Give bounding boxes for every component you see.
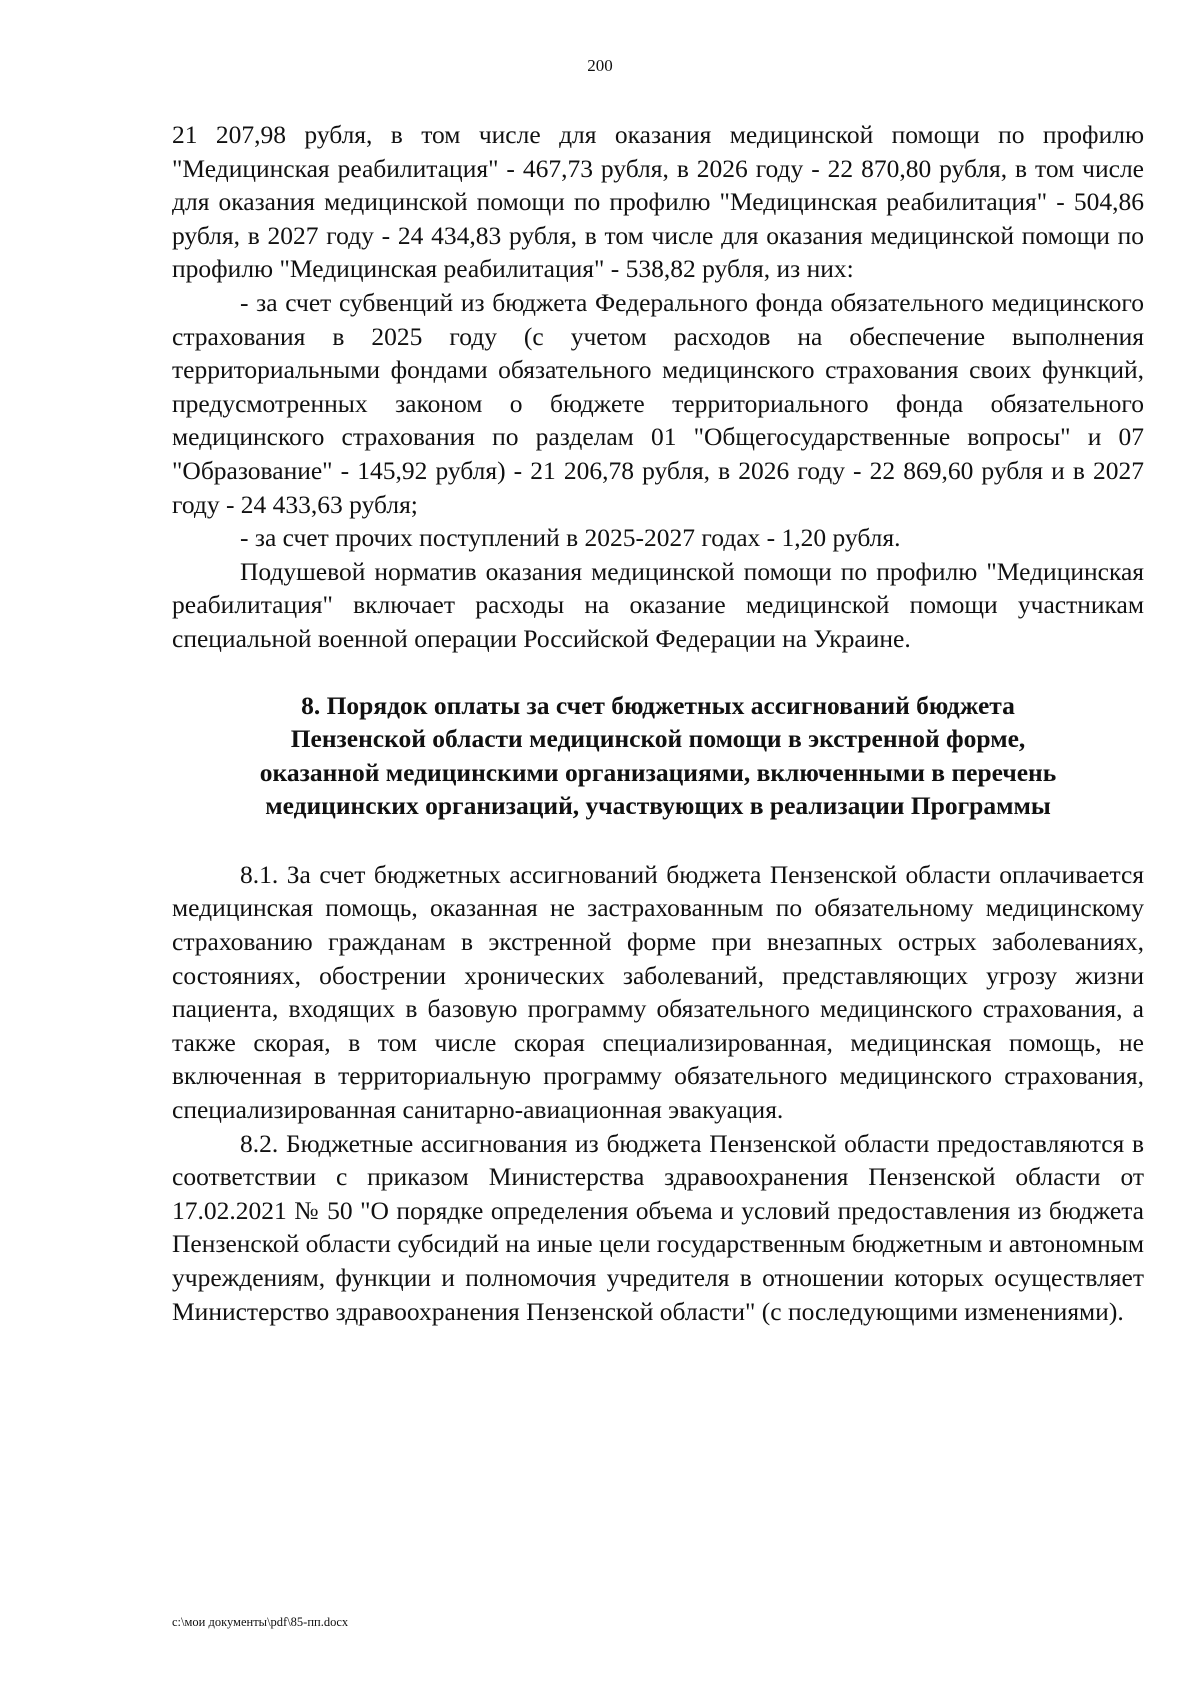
section-8-heading	[172, 689, 1144, 823]
paragraph-8-2: 8.2. Бюджетные ассигнования из бюджета Пензенской области предоставляются в соответствии с приказом Министерства здравоохранения Пензенской области от 17.02.2021 № 50 "О порядке определения объема и условий предоставления из бюджета Пензенской области субсидий на иные цели государственным бюджетным и автономным учреждениям, функции и полномочия учредителя в отношении которых осуществляет Министерство здравоохранения Пензенской области" (с последующими изменениями).	[172, 1128, 1144, 1326]
section-8-heading-line: Пензенской области медицинской помощи в экстренной форме,	[290, 724, 1026, 754]
section-8-heading-line: оказанной медицинскими организациями, включенными в перечень	[259, 757, 1057, 787]
paragraph-continuation: 21 207,98 рубля, в том числе для оказания медицинской помощи по профилю "Медицинская реабилитация" - 467,73 рубля, в 2026 году - 22 870,80 рубля, в том числе для оказания медицинской помощи по профилю "Медицинская реабилитация" - 504,86 рубля, в 2027 году - 24 434,83 рубля, в том числе для оказания медицинской помощи по профилю "Медицинская реабилитация" - 538,82 рубля, из них:	[172, 120, 1144, 284]
document-body	[172, 118, 1144, 1328]
section-8-heading-line: 8. Порядок оплаты за счет бюджетных ассигнований бюджета	[301, 690, 1015, 720]
paragraph-per-capita-norm: Подушевой норматив оказания медицинской помощи по профилю "Медицинская реабилитация" включает расходы на оказание медицинской помощи участникам специальной военной операции Российской Федерации на Украине.	[172, 556, 1144, 653]
paragraph-subventions: - за счет субвенций из бюджета Федерального фонда обязательного медицинского страхования в 2025 году (с учетом расходов на обеспечение выполнения территориальными фондами обязательного медицинского страхования своих функций, предусмотренных законом о бюджете территориального фонда обязательного медицинского страхования по разделам 01 "Общегосударственные вопросы" и 07 "Образование" - 145,92 рубля) - 21 206,78 рубля, в 2026 году - 22 869,60 рубля и в 2027 году - 24 433,63 рубля;	[172, 287, 1144, 519]
footer-file-path: c:\мои документы\pdf\85-пп.docx	[172, 1615, 349, 1629]
paragraph-8-1: 8.1. За счет бюджетных ассигнований бюджета Пензенской области оплачивается медицинская помощь, оказанная не застрахованным по обязательному медицинскому страхованию гражданам в экстренной форме при внезапных острых заболеваниях, состояниях, обострении хронических заболеваний, представляющих угрозу жизни пациента, входящих в базовую программу обязательного медицинского страхования, а также скорая, в том числе скорая специализированная, медицинская помощь, не включенная в территориальную программу обязательного медицинского страхования, специализированная санитарно-авиационная эвакуация.	[172, 859, 1144, 1125]
paragraph-other-income: - за счет прочих поступлений в 2025-2027 годах - 1,20 рубля.	[240, 523, 901, 553]
page-number: 200	[587, 56, 613, 75]
section-8-heading-line: медицинских организаций, участвующих в реализации Программы	[265, 791, 1051, 821]
